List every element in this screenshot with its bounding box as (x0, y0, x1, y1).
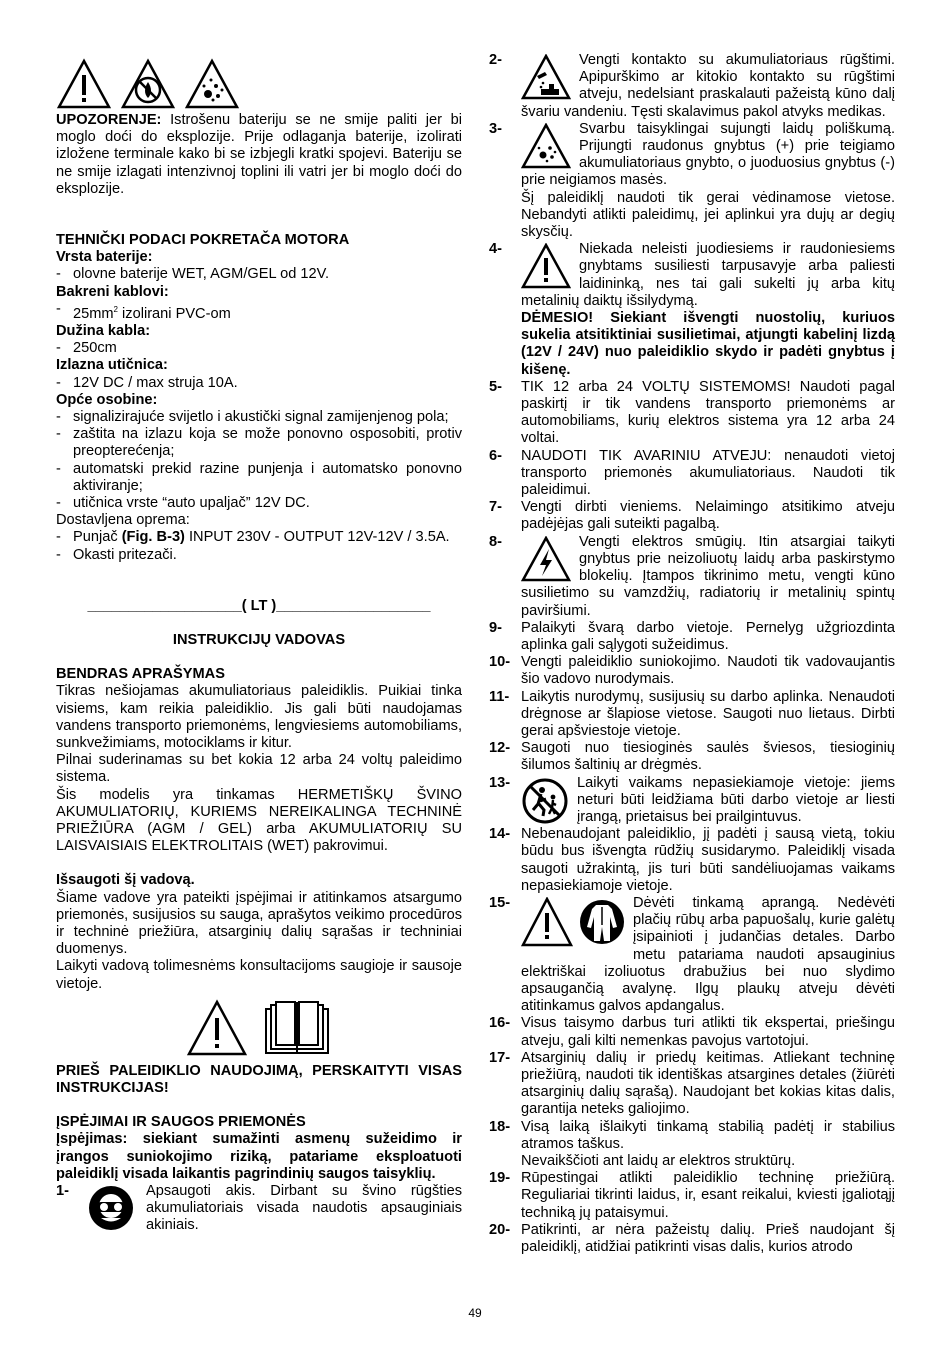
explosive-gas-warning-icon (521, 123, 571, 169)
safety-item-18: 18- Visą laiką išlaikyti tinkamą stabilią padėtį ir stabilius atramos taškus. Nevaikščioti ant laidų ar elektros struktūrų. (489, 1118, 895, 1169)
warning-triangle-icon (186, 999, 248, 1057)
safety-item-15: 15- Dėvėti tinkamą aprangą. Nedėvėti plačių rūbų arba papuošalų, kurie galėtų įsipainioti į judančias detales. Darbo metu patariama naudoti apsauginius elektriškai izoliuotus drabužius bei nuo slydimo apsaugančią avalynę. Ilgų plaukų atveju dėvėti atitinkamus galvos apdangalus. (489, 894, 895, 1015)
warning-triangle-icon (521, 243, 571, 289)
list-item: - zaštita na izlazu koja se može ponovno osposobiti, protiv preopterećenja; (56, 426, 462, 460)
safety-item-12: 12- Saugoti nuo tiesioginės saulės šviesos, tiesioginių šilumos šaltinių ar drėgmės. (489, 740, 895, 774)
battery-type-item: - olovne baterije WET, AGM/GEL od 12V. (56, 266, 330, 283)
language-divider: ___________________( LT )___________________ (87, 597, 431, 614)
cables-label: Bakreni kablovi: (56, 283, 169, 300)
warning-triangle-icon (56, 58, 112, 110)
left-column (56, 52, 462, 1235)
supplied-label: Dostavljena oprema: (56, 512, 190, 529)
safety-item-7: 7- Vengti dirbti vieniems. Nelaimingo atsitikimo atveju padėjėjas gali suteikti pagalbą. (489, 499, 895, 533)
safety-item-3: 3- Svarbu taisyklingai sujungti laidų poliškumą. Prijungti raudonus gnybtus (+) prie teigiamo akumuliatoriaus gnybto, o juoduosius gnybtus (-) prie neigiamos masės. Šį paleidiklį naudoti tik gerai vėdinamose vietose. Nebandyti atlikti paleidimų, jei aplinkui yra dujų ar degių skysčių. (489, 120, 895, 241)
outlet-item: - 12V DC / max struja 10A. (56, 374, 238, 391)
page-number: 49 (468, 1306, 482, 1320)
safety-item-9: 9- Palaikyti švarą darbo vietoje. Pernelyg užgriozdinta aplinka gali sąlygoti sužeidimus. (489, 619, 895, 653)
tech-title: TEHNIČKI PODACI POKRETAČA MOTORA (56, 232, 350, 249)
safety-item-16: 16- Visus taisymo darbus turi atlikti tik ekspertai, priešingu atveju, gali kilti nemenkas pavojus vartotojui. (489, 1015, 895, 1049)
electric-shock-icon (521, 536, 571, 582)
safety-goggles-icon (88, 1185, 134, 1231)
list-item: - Punjač (Fig. B-3) INPUT 230V - OUTPUT 12V-12V / 3.5A. (56, 529, 450, 546)
acid-warning-icon (521, 54, 571, 100)
protective-suit-icon (579, 897, 625, 947)
battery-type-label: Vrsta baterije: (56, 249, 153, 266)
safety-item-20: 20- Patikrinti, ar nėra pažeistų dalių. Prieš naudojant šį paleidiklį, atidžiai patikrinti visas dalis, kurios atrodo (489, 1221, 895, 1256)
top-warning-icons (56, 52, 462, 110)
warning-triangle-icon (521, 897, 573, 947)
safety-item-11: 11- Laikytis nurodymų, susijusių su darbo aplinka. Nenaudoti drėgnose ar šlapiose vietose. Saugoti nuo lietaus. Dirbti gerai apšviestoje vietoje. (489, 688, 895, 739)
open-book-icon (262, 999, 332, 1057)
outlet-label: Izlazna utičnica: (56, 357, 168, 374)
list-item: - utičnica vrste “auto upaljač” 12V DC. (56, 494, 310, 511)
safety-item-6: 6- NAUDOTI TIK AVARINIU ATVEJU: nenaudoti vietoj transporto priemonės akumuliatoriaus. Naudoti tik paleidimui. (489, 447, 895, 499)
general-label: Opće osobine: (56, 391, 158, 408)
safety-title: ĮSPĖJIMAI IR SAUGOS PRIEMONĖS (56, 1114, 306, 1131)
general-description-title: BENDRAS APRAŠYMAS (56, 666, 225, 683)
safety-item-10: 10- Vengti paleidiklio suniokojimo. Naudoti tik vadovaujantis šio vadovo nurodymais. (489, 654, 895, 688)
manual-title: INSTRUKCIJŲ VADOVAS (172, 631, 346, 648)
safety-item-1: 1- Apsaugoti akis. Dirbant su švino rūgšties akumuliatoriais visada naudotis apsauginiais akiniais. (56, 1183, 462, 1234)
warning-label: UPOZORENJE: (56, 112, 162, 128)
cable-length-item: - 250cm (56, 340, 117, 357)
safety-item-19: 19- Rūpestingai atlikti paleidiklio techninę priežiūrą. Reguliariai tikrinti laidus, ir, esant reikalui, kviesti įgaliotąjį techniką jų pataisymui. (489, 1170, 895, 1221)
safety-item-13: 13- Laikyti vaikams nepasiekiamoje vietoje: jiems neturi būti leidžiama būti darbo vietoje ar liesti įrangą, prietaisus bei prailgintuvus. (489, 774, 895, 825)
safety-intro: Įspėjimas: siekiant sumažinti asmenų sužeidimo ir įrangos suniokojimo riziką, patariame eksploatuoti paleidiklį visada laikantis pagrindinių saugos taisyklių. (56, 1131, 462, 1182)
safety-item-5: 5- TIK 12 arba 24 VOLTŲ SISTEMOMS! Naudoti pagal paskirtį ir tik vandens transporto priemonėms ar automobiliams, kurių elektros sistema yra 12 arba 24 voltai. (489, 378, 895, 447)
cables-item: - $25mm^2$ izolirani PVC-om (56, 300, 231, 322)
keep-manual-paragraph: Šiame vadove yra pateikti įspėjimai ir atitinkamos atsargumo priemonės, susijusios su sauga, aprašytos veikimo procedūros ir techninė priežiūra, atsarginių dalių sąrašas ir techniniai duomenys. (56, 889, 462, 958)
explosion-warning-icon (184, 58, 240, 110)
description-paragraph: Šis modelis yra tinkamas HERMETIŠKŲ ŠVINO AKUMULIATORIŲ, KURIEMS NEREIKALINGA TECHNINĖ PRIEŽIŪRA (AGM / GEL) arba AKUMULIATORIŲ SU LAISVAISIAIS ELEKTROLITAIS (WET) pakrovimui. (56, 786, 462, 855)
safety-item-2: 2- Vengti kontakto su akumuliatoriaus rūgštimi. Apipurškimo ar kitokio kontakto su rūgštimi atveju, nedelsiant praskalauti pažeistą kūno dalį švariu vandeniu. Tęsti skalavimus pakol atvyks medikas. (489, 52, 895, 120)
warning-text: Istrošenu bateriju se ne smije paliti jer bi moglo doći do eksplozije. Prije odlaganja baterije, izolirati izložene terminale kako bi se izbjegli kratki spojevi. Bateriju se ne smije izlagati intenzivnoj toplini ili vatri jer bi moglo doći do eksplozije. (56, 112, 462, 197)
warning-paragraph (56, 112, 462, 198)
item15-icons (521, 897, 625, 947)
safety-item-4: 4- Niekada neleisti juodiesiems ir raudoniesiems gnybtams susiliesti tarpusavyje arba paliesti laidininką, nes tai gali sukelti jų arba kitų metalinių daiktų išsilydymą. DĖMESIO! Siekiant išvengti nuostolių, kuriuos sukelia atsitiktiniai susilietimai, atjungti kabelinį lizdą (12V / 24V) nuo paleidiklio skydo ir padėti gnybtus į kišenę. (489, 241, 895, 378)
read-instructions-notice: PRIEŠ PALEIDIKLIO NAUDOJIMĄ, PERSKAITYTI VISAS INSTRUKCIJAS! (56, 1062, 462, 1096)
right-column (489, 52, 895, 1256)
description-paragraph: Pilnai suderinamas su bet kokia 12 arba 24 voltų paleidimo sistema. (56, 752, 462, 786)
no-fire-icon (120, 58, 176, 110)
list-item: - automatski prekid razine punjenja i automatsko ponovno aktiviranje; (56, 460, 462, 494)
safety-item-8: 8- Vengti elektros smūgių. Itin atsargiai taikyti gnybtus prie neizoliuotų laidų arba paskirstymo blokelių. Įtampos tikrinimo metu, vengti kūno susilietimo su vamzdžių, radiatorių ir metalinių spintų paviršiumi. (489, 533, 895, 619)
keep-manual-title: Išsaugoti šį vadovą. (56, 872, 195, 889)
safety-item-17: 17- Atsarginių dalių ir priedų keitimas. Atliekant techninę priežiūrą, naudoti tik identiškas atsargines detales (žiūrėti atsarginių dalių sąrašą). Naudojant bet kokias kitas dalis, garantija neteks galiojimo. (489, 1049, 895, 1118)
list-item: - signalizirajuće svijetlo i akustički signal zamijenjenog pola; (56, 408, 449, 425)
no-children-icon (521, 777, 569, 825)
list-item: - Okasti pritezači. (56, 546, 177, 563)
description-paragraph: Tikras nešiojamas akumuliatoriaus paleidiklis. Puikiai tinka visiems, kam reikia paleidiklio. Jis gali būti naudojamas vandens transporto priemonėms, lengviesiems automobiliams, sunkvežimiams, motociklams ir kitur. (56, 683, 462, 751)
keep-manual-paragraph: Laikyti vadovą tolimesnėms konsultacijoms saugioje ir sausoje vietoje. (56, 958, 462, 992)
manual-icons (56, 999, 462, 1057)
cable-length-label: Dužina kabla: (56, 322, 151, 339)
safety-item-14: 14- Nebenaudojant paleidiklio, jį padėti į sausą vietą, tokiu būdu bus išvengta rūdžių susidarymo. Paleidiklį visada saugoti užrakintą, jis turi būti sandėliuojamas vaikams nepasiekiamoje vietoje. (489, 826, 895, 894)
